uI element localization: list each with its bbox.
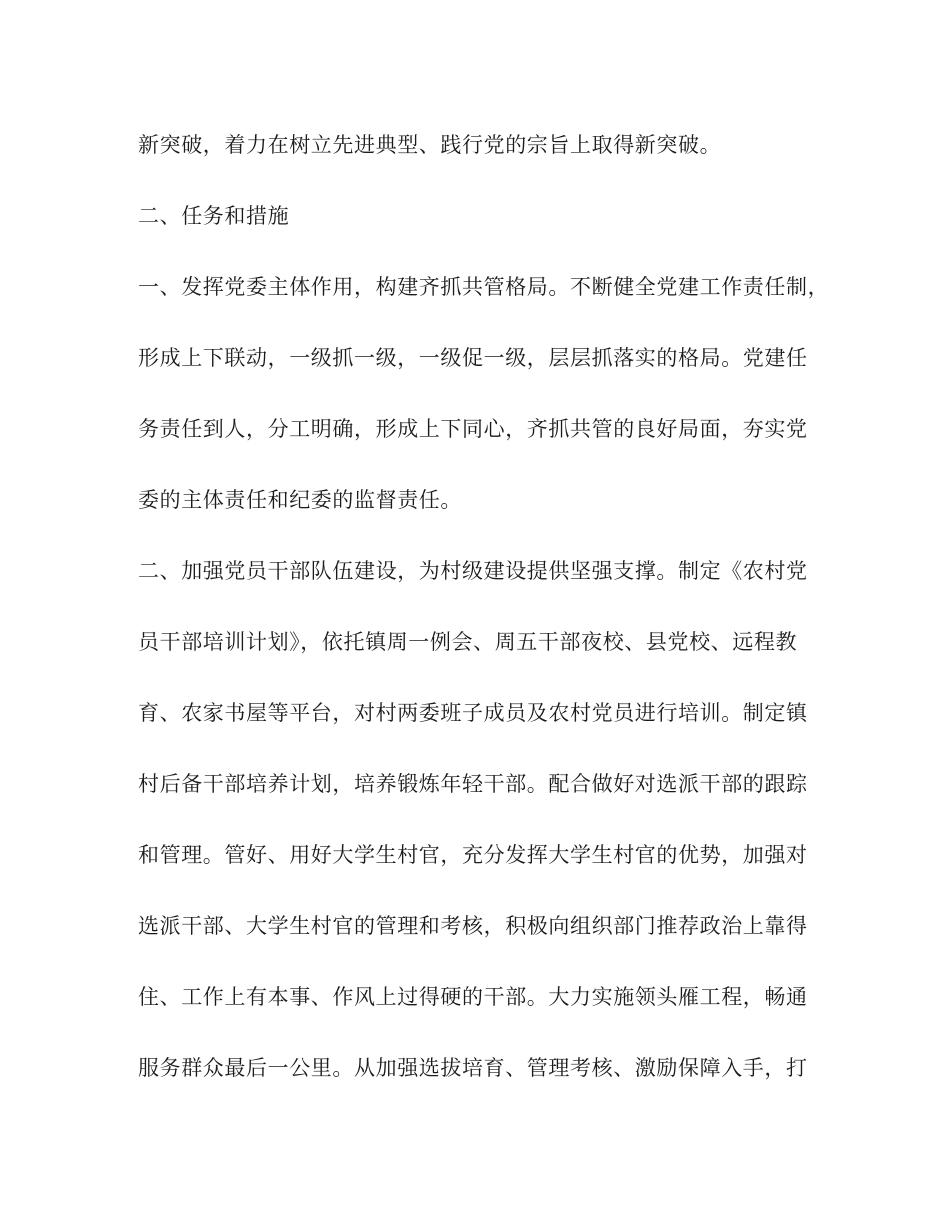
text-line: 务责任到人，分工明确，形成上下同心，齐抓共管的良好局面，夯实党	[138, 417, 808, 441]
text-line: 村后备干部培养计划，培养锻炼年轻干部。配合做好对选派干部的跟踪	[138, 772, 808, 796]
text-line: 和管理。管好、用好大学生村官，充分发挥大学生村官的优势，加强对	[138, 843, 808, 867]
text-line: 委的主体责任和纪委的监督责任。	[138, 488, 462, 512]
text-line: 新突破，着力在树立先进典型、践行党的宗旨上取得新突破。	[138, 133, 722, 157]
text-line: 员干部培训计划》，依托镇周一例会、周五干部夜校、县党校、远程教	[138, 630, 798, 654]
text-line: 住、工作上有本事、作风上过得硬的干部。大力实施领头雁工程，畅通	[138, 985, 808, 1009]
section-heading: 二、任务和措施	[138, 204, 290, 228]
text-line: 二、加强党员干部队伍建设，为村级建设提供坚强支撑。制定《农村党	[138, 559, 808, 583]
text-line: 一、发挥党委主体作用，构建齐抓共管格局。不断健全党建工作责任制，	[138, 275, 830, 299]
text-line: 育、农家书屋等平台，对村两委班子成员及农村党员进行培训。制定镇	[138, 701, 808, 725]
text-line: 选派干部、大学生村官的管理和考核，积极向组织部门推荐政治上靠得	[138, 914, 808, 938]
text-line: 服务群众最后一公里。从加强选拔培育、管理考核、激励保障入手，打	[138, 1056, 808, 1080]
text-line: 形成上下联动，一级抓一级，一级促一级，层层抓落实的格局。党建任	[138, 346, 808, 370]
